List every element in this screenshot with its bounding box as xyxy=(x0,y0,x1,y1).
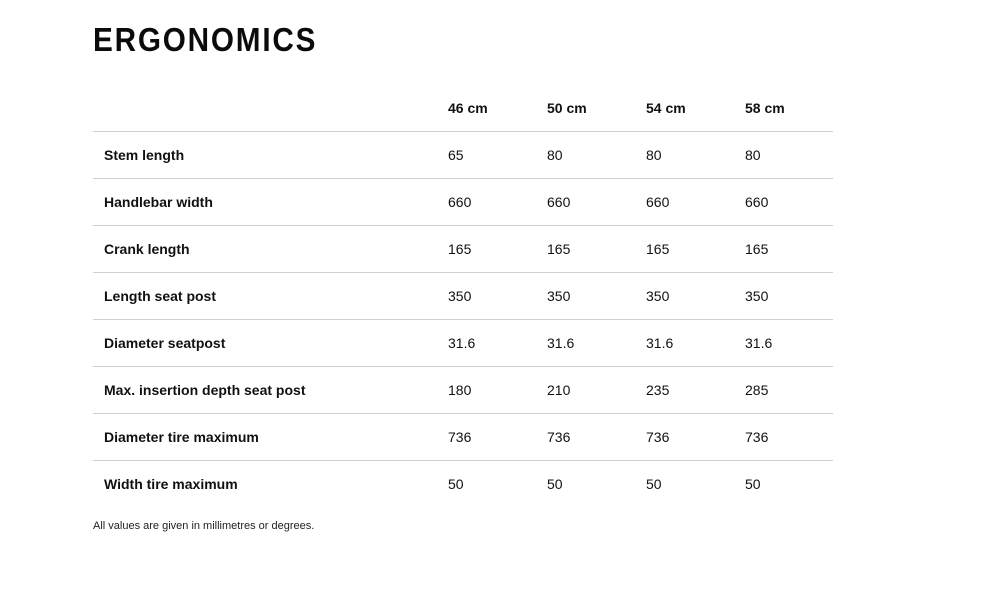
row-label: Crank length xyxy=(93,226,448,273)
table-cell: 180 xyxy=(448,367,547,414)
table-cell: 660 xyxy=(745,179,833,226)
table-cell: 736 xyxy=(547,414,646,461)
table-cell: 50 xyxy=(646,476,662,492)
table-header-row xyxy=(93,85,833,132)
table-cell: 80 xyxy=(745,132,833,179)
table-cell: 736 xyxy=(745,414,833,461)
table-cell: 210 xyxy=(547,367,646,414)
table-row xyxy=(93,414,833,461)
table-cell: 50 xyxy=(745,476,761,492)
table-row xyxy=(93,179,833,226)
table-cell: 165 xyxy=(448,226,547,273)
table-cell: 80 xyxy=(646,132,745,179)
table-row xyxy=(93,367,833,414)
table-cell: 660 xyxy=(448,179,547,226)
table-cell: 165 xyxy=(646,226,745,273)
row-label: Diameter tire maximum xyxy=(93,414,448,461)
size-header-46: 46 cm xyxy=(448,85,547,132)
table-cell: 165 xyxy=(745,226,833,273)
table-row xyxy=(93,132,833,179)
table-cell: 80 xyxy=(547,132,646,179)
size-header-54: 54 cm xyxy=(646,85,745,132)
table-cell: 65 xyxy=(448,132,547,179)
table-row xyxy=(93,461,833,508)
table-cell: 31.6 xyxy=(646,320,745,367)
row-label: Diameter seatpost xyxy=(93,320,448,367)
table-cell: 736 xyxy=(448,414,547,461)
row-label: Max. insertion depth seat post xyxy=(93,367,448,414)
table-cell: 31.6 xyxy=(745,320,833,367)
footnote: All values are given in millimetres or degrees. xyxy=(93,520,315,532)
table-cell: 350 xyxy=(745,273,833,320)
table-cell: 736 xyxy=(646,414,745,461)
ergonomics-table xyxy=(93,85,833,507)
table-cell: 660 xyxy=(646,179,745,226)
size-header-58: 58 cm xyxy=(745,85,833,132)
table-row xyxy=(93,320,833,367)
table-cell: 350 xyxy=(646,273,745,320)
table-cell: 285 xyxy=(745,367,833,414)
table-cell: 50 xyxy=(448,476,464,492)
table-cell: 235 xyxy=(646,367,745,414)
table-cell: 660 xyxy=(547,179,646,226)
table-cell: 350 xyxy=(547,273,646,320)
row-label: Handlebar width xyxy=(93,179,448,226)
table-cell: 50 xyxy=(547,476,563,492)
size-header-50: 50 cm xyxy=(547,85,646,132)
row-label: Length seat post xyxy=(93,273,448,320)
table-cell: 350 xyxy=(448,273,547,320)
row-label: Width tire maximum xyxy=(104,476,238,492)
table-cell: 165 xyxy=(547,226,646,273)
page-title: ERGONOMICS xyxy=(93,21,318,58)
header-blank-cell xyxy=(93,85,448,132)
table-cell: 31.6 xyxy=(448,320,547,367)
table-row xyxy=(93,226,833,273)
row-label: Stem length xyxy=(93,132,448,179)
table-cell: 31.6 xyxy=(547,320,646,367)
table-row xyxy=(93,273,833,320)
